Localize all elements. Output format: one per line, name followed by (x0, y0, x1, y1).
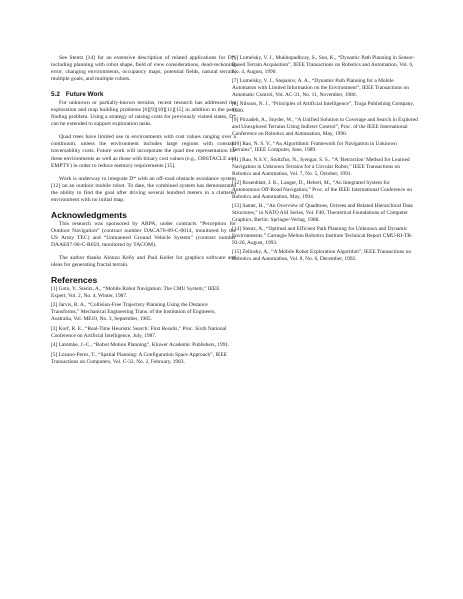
reference-3: [3] Korf, R. E., “Real-Time Heuristic Search: First Results,” Proc. Sixth National Conference on Artificial Intelligence, July, 1987. (51, 325, 227, 339)
reference-list-right (232, 55, 418, 263)
reference-4: [4] Latombe, J.-C., “Robot Motion Planning”, Kluwer Academic Publishers, 1991. (51, 342, 230, 349)
heading-references: References (51, 275, 98, 286)
paragraph-sponsorship: This research was sponsored by ARPA, under contracts “Perception for Outdoor Navigation” (contract number DACA76-89-C-0014, monitored by the US Army TEC) and “Unmanned Ground Vehicle System” (contract number DAAE07-90-C-R059, monitored by TACOM). (51, 220, 236, 248)
reference-8: [8] Nilsson, N. J., “Principles of Artificial Intelligence”, Tioga Publishing Company, 1980. (232, 101, 415, 115)
reference-11: [11] Rao, N.S.V., Stoltzfus, N., Iyengar, S. S., “A ‘Retraction’ Method for Learned Navigation in Unknown Terrains for a Circular Robot,” IEEE Transactions on Robotics and Automation, Vol. 7, No. 5, October, 1991. (232, 156, 410, 177)
left-column (51, 55, 236, 368)
reference-9: [9] Pirzadeh, A., Snyder, W., “A Unified Solution to Coverage and Search in Explored and Unexplored Terrains Using Indirect Control”, Proc. of the IEEE International Conference on Robotics and Automation, May, 1990. (232, 117, 418, 138)
paragraph-integration: Work is underway to integrate D* with an off-road obstacle avoidance system [12] on an outdoor mobile robot. To date, the combined system has demonstrated the ability to find the goal after driving several hundred meters in a cluttered environment with no initial map. (51, 175, 236, 203)
section-number: 5.2 (51, 91, 60, 99)
heading-acknowledgments: Acknowledgments (51, 209, 127, 220)
paragraph-thanks: The author thanks Alonzo Kelly and Paul Keller for graphics software and ideas for generating fractal terrain. (51, 254, 236, 269)
right-column (232, 55, 418, 265)
paragraph-exploration: For unknown or partially-known terrains, recent research has addressed the exploration and map building problems [6][9][10][11][15] in addition to the path finding problem. Using a strategy of raising costs for previously visited states, D* can be extended to support exploration tasks. (51, 100, 236, 128)
paragraph-related-applications: See Stentz [14] for an extensive description of related applications for D*, including planning with robot shape, field of view considerations, dead-reckoning error, changing environments, occupancy maps, potential fields, natural terrain, multiple goals, and multiple robots. (51, 55, 236, 83)
reference-list-left (51, 286, 236, 365)
reference-15: [15] Zelinsky, A., “A Mobile Robot Exploration Algorithm”, IEEE Transactions on Robotics and Automation, Vol. 8, No. 6, December, 1992. (232, 249, 412, 263)
reference-14: [14] Stentz, A., “Optimal and Efficient Path Planning for Unknown and Dynamic Environments,” Carnegie Mellon Robotics Institute Technical Report CMU-RI-TR-93-20, August, 1993. (232, 226, 413, 246)
reference-5: [5] Lozano-Perez, T., “Spatial Planning: A Configuration Space Approach”, IEEE Transactions on Computers, Vol. C-32, No. 2, February, 1983. (51, 351, 227, 365)
reference-12: [12] Rosenblatt, J. K., Langer, D., Hebert, M., “An Integrated System for Autonomous Off-Road Navigation,” Proc. of the IEEE International Conference on Robotics and Automation, May, 1994. (232, 179, 412, 200)
reference-1: [1] Goto, Y., Stentz, A., “Mobile Robot Navigation: The CMU System,” IEEE Expert, Vol. 2, No. 4, Winter, 1987. (51, 286, 220, 299)
section-title: Future Work (65, 91, 104, 99)
paragraph-quad-trees: Quad trees have limited use in environments with cost values ranging over a continuum, unless the environment includes large regions with constant traversability costs. Future work will incorporate the quad tree representation for these environments as well as those with binary cost values (e.g., OBSTACLE and EMPTY) in order to reduce memory requirements [15]. (51, 134, 236, 169)
reference-2: [2] Jarvis, R. A., “Collision-Free Trajectory Planning Using the Distance Transforms,” Mechanical Engineering Trans. of the Institution of Engineers, Australia, Vol. ME10, No. 3, September, 1985. (51, 302, 216, 323)
section-heading-future-work (51, 91, 236, 98)
reference-6: [6] Lumelsky, V. J., Mukhopadhyay, S., Sun, K., “Dynamic Path Planning in Sensor-Based Terrain Acquisition”, IEEE Transactions on Robotics and Automation, Vol. 6, No. 4, August, 1990. (232, 55, 415, 75)
reference-13: [13] Samet, H., “An Overview of Quadtrees, Octrees and Related Hierarchical Data Structures,” in NATO ASI Series, Vol. F40, Theoretical Foundations of Computer Graphics, Berlin: Springer-Verlag, 1988. (232, 202, 413, 223)
reference-7: [7] Lumelsky, V. J., Stepanov, A. A., “Dynamic Path Planning for a Mobile Automaton with Limited Information on the Environment”, IEEE Transactions on Automatic Control, Vol. AC-31, No. 11, November, 1986. (232, 78, 409, 98)
reference-10: [10] Rao, N. S. V., “An Algorithmic Framework for Navigation in Unknown Terrains”, IEEE Computer, June, 1989. (232, 140, 397, 154)
